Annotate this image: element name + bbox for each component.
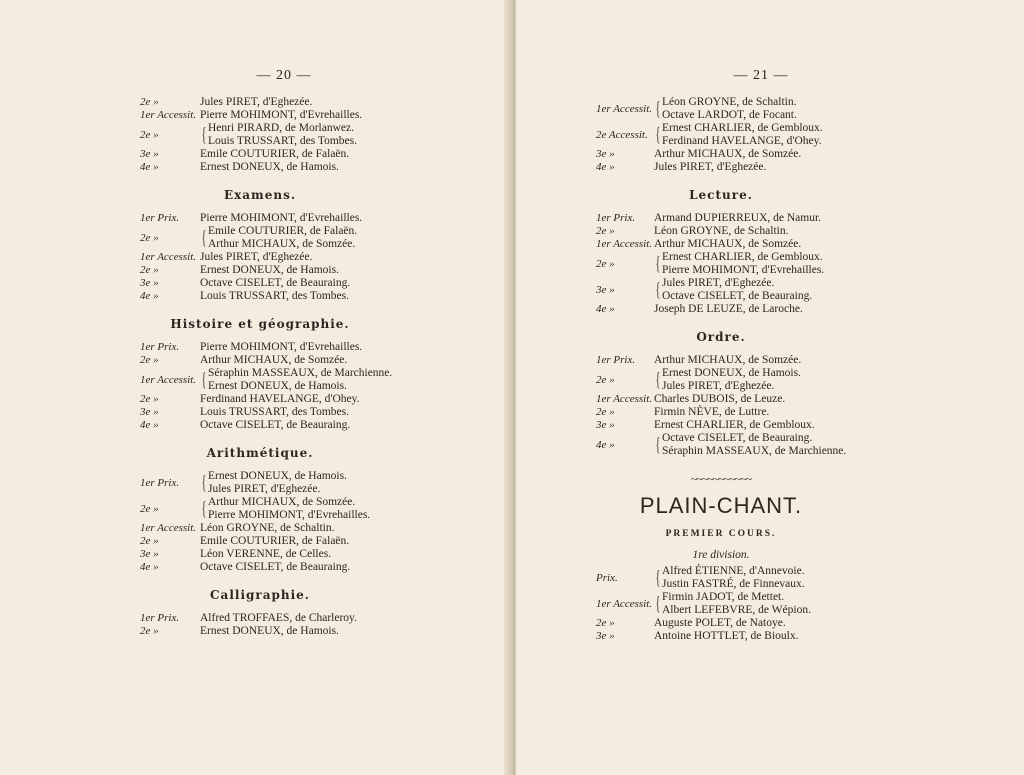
brace-glyph: { — [201, 498, 207, 520]
award-entry — [596, 406, 886, 419]
award-rank: 2e » — [140, 354, 159, 366]
award-rank: 2e » — [596, 257, 615, 270]
award-name: Alfred ÉTIENNE, d'Annevoie. — [662, 565, 805, 577]
award-name: Pierre MOHIMONT, d'Evrehailles. — [200, 109, 363, 121]
award-name: Alfred TROFFAES, de Charleroy. — [200, 612, 357, 624]
award-name: Ferdinand HAVELANGE, d'Ohey. — [662, 135, 822, 147]
award-rank: 1er Prix. — [140, 612, 180, 624]
award-name: Octave CISELET, de Beauraing. — [200, 277, 351, 289]
award-names — [662, 565, 805, 591]
award-entry — [140, 122, 400, 148]
award-name: Ernest CHARLIER, de Gembloux. — [662, 251, 823, 263]
brace-glyph: { — [655, 369, 661, 391]
award-name: Henri PIRARD, de Morlanwez. — [208, 122, 354, 134]
award-name: Léon GROYNE, de Schaltin. — [200, 522, 335, 534]
award-rank: 1er Accessit. — [140, 522, 197, 534]
award-entry — [596, 96, 886, 122]
award-rank: 3e » — [596, 283, 615, 296]
award-entry — [140, 264, 400, 277]
award-name: Léon VERENNE, de Celles. — [200, 548, 332, 560]
award-name: Albert LEFEBVRE, de Wépion. — [662, 604, 811, 616]
award-names — [662, 432, 846, 458]
award-entry — [596, 617, 886, 630]
award-entry — [596, 354, 886, 367]
award-entry — [596, 161, 886, 174]
award-rank: 1er Prix. — [596, 354, 636, 366]
award-rank: 2e » — [140, 96, 159, 108]
award-rank: 2e » — [596, 617, 615, 629]
award-name: Arthur MICHAUX, de Somzée. — [654, 238, 802, 250]
ornament-divider: ~~~~~~~~~~~ — [690, 472, 752, 486]
award-rank: 1er Prix. — [140, 341, 180, 353]
brace-glyph: { — [201, 227, 207, 249]
award-rank: 4e » — [140, 419, 159, 431]
award-name: Charles DUBOIS, de Leuze. — [654, 393, 786, 405]
award-name: Arthur MICHAUX, de Somzée. — [208, 496, 356, 508]
sections — [596, 188, 886, 458]
intro-list — [140, 96, 400, 174]
award-rank: 1er Prix. — [596, 212, 636, 224]
award-entry — [140, 561, 400, 574]
award-entry — [140, 277, 400, 290]
award-entry — [140, 535, 400, 548]
award-name: Ernest CHARLIER, de Gembloux. — [662, 122, 823, 134]
course-heading: PREMIER COURS. — [665, 529, 777, 539]
brace-glyph: { — [201, 369, 207, 391]
award-entry — [140, 470, 400, 496]
award-entry — [140, 612, 400, 625]
page-number: — 20 — — [256, 68, 312, 83]
plain-chant-list — [596, 565, 886, 643]
right-page — [516, 0, 1024, 775]
award-entry — [140, 419, 400, 432]
award-entry — [596, 122, 886, 148]
award-entry — [596, 565, 886, 591]
award-name: Séraphin MASSEAUX, de Marchienne. — [208, 367, 393, 379]
award-name: Louis TRUSSART, des Tombes. — [200, 406, 349, 418]
award-name: Jules PIRET, d'Eghezée. — [200, 251, 313, 263]
award-name: Pierre MOHIMONT, d'Evrehailles. — [200, 212, 363, 224]
award-rank: 1er Accessit. — [596, 102, 653, 115]
award-rank: 1er Accessit. — [596, 238, 653, 250]
brace-glyph: { — [655, 279, 661, 301]
award-rank: 4e » — [140, 161, 159, 173]
award-entry — [596, 148, 886, 161]
award-rank: 2e » — [596, 225, 615, 237]
award-name: Joseph DE LEUZE, de Laroche. — [654, 303, 803, 315]
award-rank: 4e » — [596, 303, 615, 315]
section-heading: Histoire et géographie. — [170, 317, 350, 331]
award-entry — [140, 548, 400, 561]
award-entry — [140, 161, 400, 174]
award-name: Arthur MICHAUX, de Somzée. — [654, 354, 802, 366]
award-rank: 3e » — [596, 148, 615, 160]
award-name: Justin FASTRÉ, de Finnevaux. — [662, 578, 805, 590]
award-entry — [596, 277, 886, 303]
award-rank: 3e » — [140, 148, 159, 160]
award-name: Ernest DONEUX, de Hamois. — [662, 367, 801, 379]
brace-glyph: { — [655, 253, 661, 275]
award-entry — [596, 212, 886, 225]
brace-glyph: { — [655, 434, 661, 456]
award-names — [662, 367, 801, 393]
award-entry — [140, 406, 400, 419]
award-rank: 2e » — [596, 373, 615, 386]
intro-list — [596, 96, 886, 174]
award-rank: 2e » — [140, 128, 159, 141]
award-name: Arthur MICHAUX, de Somzée. — [200, 354, 348, 366]
award-entry — [596, 432, 886, 458]
award-name: Emile COUTURIER, de Falaën. — [200, 535, 350, 547]
division-heading: 1re division. — [692, 549, 750, 561]
award-rank: 2e » — [140, 393, 159, 405]
award-rank: 2e » — [596, 406, 615, 418]
brace-glyph: { — [655, 567, 661, 589]
award-name: Ernest DONEUX, de Hamois. — [200, 264, 339, 276]
award-rank: 1er Accessit. — [140, 251, 197, 263]
page-number: — 21 — — [733, 68, 789, 83]
award-entry — [140, 522, 400, 535]
award-name: Jules PIRET, d'Eghezée. — [200, 96, 313, 108]
award-names — [662, 591, 811, 617]
award-name: Pierre MOHIMONT, d'Evrehailles. — [662, 264, 825, 276]
award-rank: 1er Accessit. — [596, 393, 653, 405]
award-entry — [596, 251, 886, 277]
award-entry — [140, 225, 400, 251]
award-rank: 4e » — [596, 438, 615, 451]
award-name: Emile COUTURIER, de Falaën. — [208, 225, 358, 237]
award-rank: 1er Prix. — [140, 212, 180, 224]
section-heading: Calligraphie. — [210, 588, 310, 602]
award-rank: 1er Prix. — [140, 476, 180, 489]
section-heading: Examens. — [223, 188, 297, 202]
award-names — [208, 470, 347, 496]
award-entry — [140, 341, 400, 354]
award-rank: Prix. — [596, 571, 618, 584]
section-heading: Arithmétique. — [206, 446, 314, 460]
award-rank: 3e » — [596, 419, 615, 431]
award-rank: 1er Accessit. — [140, 109, 197, 121]
award-entry — [596, 591, 886, 617]
award-entry — [596, 367, 886, 393]
award-name: Octave CISELET, de Beauraing. — [200, 561, 351, 573]
award-rank: 2e » — [140, 535, 159, 547]
award-entry — [596, 419, 886, 432]
plain-chant-title: PLAIN-CHANT. — [639, 493, 803, 518]
award-rank: 2e » — [140, 264, 159, 276]
award-name: Ernest DONEUX, de Hamois. — [208, 470, 347, 482]
award-rank: 1er Accessit. — [140, 373, 197, 386]
award-rank: 3e » — [140, 277, 159, 289]
award-names — [662, 277, 812, 303]
award-name: Octave CISELET, de Beauraing. — [662, 432, 813, 444]
award-name: Pierre MOHIMONT, d'Evrehailles. — [200, 341, 363, 353]
award-name: Arthur MICHAUX, de Somzée. — [208, 238, 356, 250]
award-entry — [140, 251, 400, 264]
award-name: Ernest DONEUX, de Hamois. — [200, 625, 339, 637]
brace-glyph: { — [655, 593, 661, 615]
brace-glyph: { — [201, 472, 207, 494]
award-names — [208, 496, 370, 522]
award-name: Jules PIRET, d'Eghezée. — [662, 380, 775, 392]
award-entry — [140, 354, 400, 367]
left-content — [140, 96, 400, 638]
award-rank: 3e » — [140, 548, 159, 560]
award-rank: 2e Accessit. — [596, 128, 648, 141]
award-rank: 1er Accessit. — [596, 597, 653, 610]
award-name: Octave LARDOT, de Focant. — [662, 109, 797, 121]
award-name: Emile COUTURIER, de Falaën. — [200, 148, 350, 160]
award-names — [208, 225, 357, 251]
award-rank: 2e » — [140, 231, 159, 244]
section-heading: Ordre. — [696, 330, 746, 344]
sections — [140, 188, 400, 638]
award-entry — [596, 393, 886, 406]
award-name: Louis TRUSSART, des Tombes. — [200, 290, 349, 302]
award-rank: 4e » — [140, 561, 159, 573]
brace-glyph: { — [655, 124, 661, 146]
award-name: Ernest CHARLIER, de Gembloux. — [654, 419, 815, 431]
award-rank: 2e » — [140, 502, 159, 515]
award-entry — [596, 303, 886, 316]
award-name: Octave CISELET, de Beauraing. — [200, 419, 351, 431]
award-name: Jules PIRET, d'Eghezée. — [662, 277, 775, 289]
award-name: Ernest DONEUX, de Hamois. — [208, 380, 347, 392]
award-name: Armand DUPIERREUX, de Namur. — [654, 212, 822, 224]
award-name: Antoine HOTTLET, de Bioulx. — [654, 630, 799, 642]
award-name: Pierre MOHIMONT, d'Evrehailles. — [208, 509, 371, 521]
right-content — [596, 96, 886, 643]
award-entry — [596, 238, 886, 251]
award-entry — [596, 225, 886, 238]
award-rank: 4e » — [140, 290, 159, 302]
award-entry — [140, 96, 400, 109]
award-rank: 3e » — [596, 630, 615, 642]
brace-glyph: { — [201, 124, 207, 146]
award-entry — [140, 625, 400, 638]
award-name: Firmin NÈVE, de Luttre. — [654, 406, 770, 418]
award-entry — [140, 496, 400, 522]
award-entry — [140, 290, 400, 303]
award-rank: 4e » — [596, 161, 615, 173]
award-names — [208, 122, 357, 148]
award-name: Auguste POLET, de Natoye. — [654, 617, 786, 629]
award-name: Jules PIRET, d'Eghezée. — [208, 483, 321, 495]
award-name: Ferdinand HAVELANGE, d'Ohey. — [200, 393, 360, 405]
award-name: Firmin JADOT, de Mettet. — [662, 591, 785, 603]
award-name: Octave CISELET, de Beauraing. — [662, 290, 813, 302]
award-name: Léon GROYNE, de Schaltin. — [654, 225, 789, 237]
award-name: Léon GROYNE, de Schaltin. — [662, 96, 797, 108]
award-name: Arthur MICHAUX, de Somzée. — [654, 148, 802, 160]
award-names — [662, 122, 823, 148]
award-entry — [140, 367, 400, 393]
brace-glyph: { — [655, 98, 661, 120]
award-name: Séraphin MASSEAUX, de Marchienne. — [662, 445, 847, 457]
award-rank: 3e » — [140, 406, 159, 418]
award-name: Jules PIRET, d'Eghezée. — [654, 161, 767, 173]
award-name: Louis TRUSSART, des Tombes. — [208, 135, 357, 147]
award-entry — [140, 109, 400, 122]
section-heading: Lecture. — [689, 188, 753, 202]
award-rank: 2e » — [140, 625, 159, 637]
award-entry — [140, 393, 400, 406]
award-names — [662, 96, 797, 122]
award-names — [208, 367, 392, 393]
award-entry — [140, 212, 400, 225]
award-name: Ernest DONEUX, de Hamois. — [200, 161, 339, 173]
award-entry — [596, 630, 886, 643]
award-entry — [140, 148, 400, 161]
award-names — [662, 251, 824, 277]
